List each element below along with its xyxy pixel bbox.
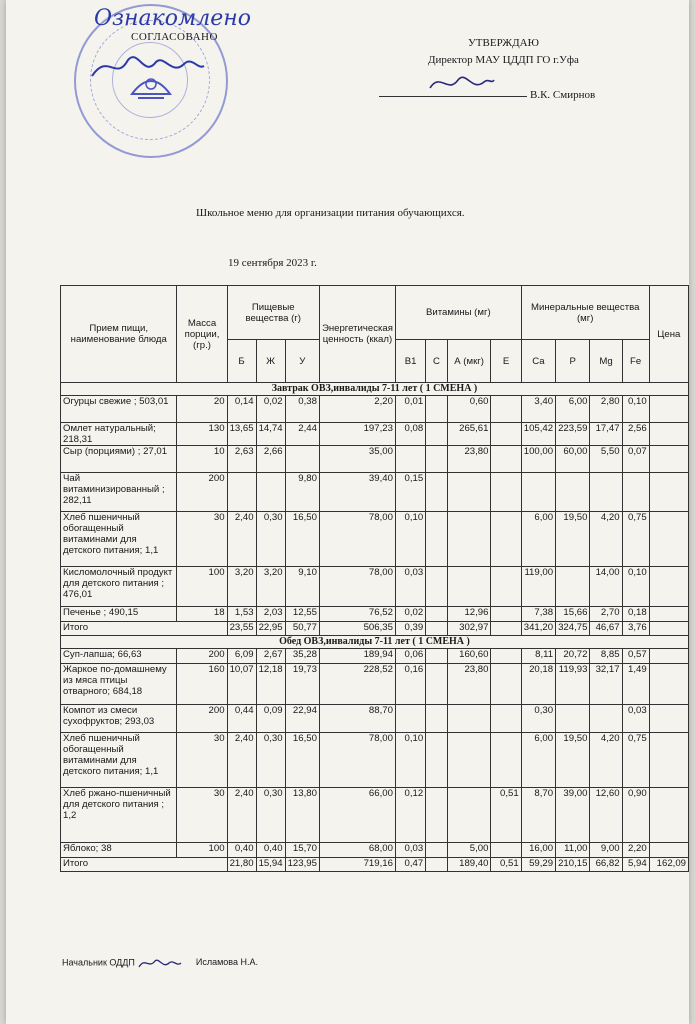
total-value: 210,15 xyxy=(556,858,590,872)
price-cell xyxy=(649,473,688,512)
table-row xyxy=(61,567,689,607)
col-header-a: А (мкг) xyxy=(447,340,491,383)
dish-mass: 160 xyxy=(177,664,227,705)
col-header-zh: Ж xyxy=(256,340,285,383)
value-cell: 0,75 xyxy=(622,733,649,788)
value-cell: 68,00 xyxy=(319,843,395,858)
dish-mass: 100 xyxy=(177,843,227,858)
value-cell: 0,02 xyxy=(395,607,425,622)
value-cell xyxy=(491,446,521,473)
col-header-b: Б xyxy=(227,340,256,383)
col-header-price: Цена xyxy=(649,286,688,383)
value-cell: 14,00 xyxy=(590,567,622,607)
value-cell: 60,00 xyxy=(556,446,590,473)
price-cell xyxy=(649,705,688,733)
table-row xyxy=(61,788,689,843)
value-cell xyxy=(426,705,448,733)
price-cell xyxy=(649,664,688,705)
value-cell: 0,57 xyxy=(622,649,649,664)
dish-name: Суп-лапша; 66,63 xyxy=(61,649,177,664)
price-cell xyxy=(649,607,688,622)
total-value: 341,20 xyxy=(521,622,555,636)
price-cell xyxy=(649,788,688,843)
dish-name: Хлеб пшеничный обогащенный витаминами для детского питания; 1,1 xyxy=(61,512,177,567)
total-value: 302,97 xyxy=(447,622,491,636)
director-name: В.К. Смирнов xyxy=(530,89,596,101)
table-row xyxy=(61,843,689,858)
table-row xyxy=(61,473,689,512)
value-cell: 0,38 xyxy=(285,396,319,423)
value-cell: 0,10 xyxy=(395,733,425,788)
value-cell xyxy=(491,423,521,446)
value-cell: 2,67 xyxy=(256,649,285,664)
price-cell xyxy=(649,446,688,473)
value-cell xyxy=(556,567,590,607)
value-cell xyxy=(491,396,521,423)
value-cell xyxy=(426,607,448,622)
total-value: 22,95 xyxy=(256,622,285,636)
value-cell xyxy=(491,567,521,607)
section-row xyxy=(61,383,689,396)
total-value: 506,35 xyxy=(319,622,395,636)
value-cell: 2,66 xyxy=(256,446,285,473)
value-cell: 78,00 xyxy=(319,733,395,788)
value-cell: 0,01 xyxy=(395,396,425,423)
value-cell: 3,20 xyxy=(227,567,256,607)
value-cell: 0,30 xyxy=(256,733,285,788)
total-price xyxy=(649,622,688,636)
dish-name: Хлеб ржано-пшеничный для детского питания ; 1,2 xyxy=(61,788,177,843)
value-cell: 3,20 xyxy=(256,567,285,607)
value-cell xyxy=(426,843,448,858)
table-row xyxy=(61,607,689,622)
value-cell: 19,50 xyxy=(556,733,590,788)
value-cell: 2,80 xyxy=(590,396,622,423)
price-cell xyxy=(649,396,688,423)
total-value: 59,29 xyxy=(521,858,555,872)
value-cell: 2,40 xyxy=(227,788,256,843)
col-header-b1: B1 xyxy=(395,340,425,383)
value-cell: 0,09 xyxy=(256,705,285,733)
value-cell: 0,06 xyxy=(395,649,425,664)
value-cell: 19,73 xyxy=(285,664,319,705)
value-cell: 0,10 xyxy=(622,567,649,607)
total-value xyxy=(426,858,448,872)
director-signature xyxy=(426,68,496,98)
col-header-u: У xyxy=(285,340,319,383)
approved-label: УТВЕРЖДАЮ xyxy=(468,37,539,49)
section-row xyxy=(61,636,689,649)
value-cell xyxy=(590,705,622,733)
value-cell: 35,28 xyxy=(285,649,319,664)
value-cell: 88,70 xyxy=(319,705,395,733)
value-cell: 14,74 xyxy=(256,423,285,446)
col-header-e: E xyxy=(491,340,521,383)
value-cell: 0,51 xyxy=(491,788,521,843)
value-cell: 2,03 xyxy=(256,607,285,622)
value-cell xyxy=(395,446,425,473)
value-cell: 35,00 xyxy=(319,446,395,473)
value-cell: 119,93 xyxy=(556,664,590,705)
total-value: 21,80 xyxy=(227,858,256,872)
value-cell: 223,59 xyxy=(556,423,590,446)
table-row xyxy=(61,705,689,733)
value-cell: 2,70 xyxy=(590,607,622,622)
value-cell: 1,53 xyxy=(227,607,256,622)
value-cell: 15,70 xyxy=(285,843,319,858)
value-cell: 6,00 xyxy=(521,512,555,567)
price-cell xyxy=(649,567,688,607)
value-cell: 0,03 xyxy=(395,567,425,607)
value-cell: 5,00 xyxy=(447,843,491,858)
value-cell: 78,00 xyxy=(319,512,395,567)
value-cell: 3,40 xyxy=(521,396,555,423)
table-row xyxy=(61,423,689,446)
dish-name: Компот из смеси сухофруктов; 293,03 xyxy=(61,705,177,733)
agreed-signature xyxy=(88,46,208,86)
dish-mass: 100 xyxy=(177,567,227,607)
value-cell xyxy=(426,664,448,705)
value-cell: 19,50 xyxy=(556,512,590,567)
value-cell: 7,38 xyxy=(521,607,555,622)
value-cell: 0,44 xyxy=(227,705,256,733)
value-cell: 8,11 xyxy=(521,649,555,664)
value-cell: 0,02 xyxy=(256,396,285,423)
value-cell: 9,80 xyxy=(285,473,319,512)
value-cell xyxy=(491,705,521,733)
value-cell xyxy=(447,567,491,607)
value-cell: 12,18 xyxy=(256,664,285,705)
dish-name: Чай витаминизированный ; 282,11 xyxy=(61,473,177,512)
value-cell: 105,42 xyxy=(521,423,555,446)
col-header-energy: Энергетическая ценность (ккал) xyxy=(319,286,395,383)
value-cell: 0,15 xyxy=(395,473,425,512)
value-cell: 4,20 xyxy=(590,512,622,567)
value-cell xyxy=(426,649,448,664)
value-cell: 0,08 xyxy=(395,423,425,446)
value-cell xyxy=(447,788,491,843)
value-cell xyxy=(426,788,448,843)
footer-signature xyxy=(137,955,183,971)
dish-mass: 200 xyxy=(177,705,227,733)
table-row xyxy=(61,664,689,705)
value-cell: 6,09 xyxy=(227,649,256,664)
value-cell: 2,40 xyxy=(227,512,256,567)
price-cell xyxy=(649,843,688,858)
value-cell: 5,50 xyxy=(590,446,622,473)
value-cell: 160,60 xyxy=(447,649,491,664)
col-header-mg: Mg xyxy=(590,340,622,383)
total-price: 162,09 xyxy=(649,858,688,872)
value-cell: 197,23 xyxy=(319,423,395,446)
value-cell: 0,30 xyxy=(256,512,285,567)
menu-table xyxy=(60,285,689,872)
value-cell xyxy=(556,705,590,733)
document-title: Школьное меню для организации питания обучающихся. xyxy=(196,207,465,219)
col-header-mass: Масса порции, (гр.) xyxy=(177,286,227,383)
value-cell: 0,30 xyxy=(256,788,285,843)
value-cell xyxy=(426,733,448,788)
value-cell xyxy=(426,446,448,473)
dish-mass: 18 xyxy=(177,607,227,622)
value-cell xyxy=(227,473,256,512)
value-cell: 0,07 xyxy=(622,446,649,473)
value-cell: 66,00 xyxy=(319,788,395,843)
value-cell: 8,85 xyxy=(590,649,622,664)
total-label: Итого xyxy=(61,858,228,872)
value-cell: 6,00 xyxy=(556,396,590,423)
col-header-vitamins: Витамины (мг) xyxy=(395,286,521,340)
value-cell: 0,14 xyxy=(227,396,256,423)
footer-name: Исламова Н.А. xyxy=(195,957,258,968)
value-cell: 12,96 xyxy=(447,607,491,622)
value-cell: 2,40 xyxy=(227,733,256,788)
total-value: 5,94 xyxy=(622,858,649,872)
value-cell: 2,20 xyxy=(319,396,395,423)
total-value: 719,16 xyxy=(319,858,395,872)
value-cell xyxy=(491,473,521,512)
value-cell: 20,18 xyxy=(521,664,555,705)
value-cell xyxy=(395,705,425,733)
dish-mass: 200 xyxy=(177,473,227,512)
dish-name: Жаркое по-домашнему из мяса птицы отварного; 684,18 xyxy=(61,664,177,705)
total-value xyxy=(491,622,521,636)
document-date: 19 сентября 2023 г. xyxy=(228,257,317,269)
col-header-minerals: Минеральные вещества (мг) xyxy=(521,286,649,340)
dish-name: Кисломолочный продукт для детского питания ; 476,01 xyxy=(61,567,177,607)
dish-name: Огурцы свежие ; 503,01 xyxy=(61,396,177,423)
section-title: Завтрак ОВЗ,инвалиды 7-11 лет ( 1 СМЕНА ) xyxy=(61,383,689,396)
value-cell: 2,63 xyxy=(227,446,256,473)
value-cell: 0,90 xyxy=(622,788,649,843)
value-cell: 13,80 xyxy=(285,788,319,843)
value-cell: 0,10 xyxy=(395,512,425,567)
total-value: 23,55 xyxy=(227,622,256,636)
value-cell xyxy=(491,843,521,858)
value-cell xyxy=(426,396,448,423)
value-cell xyxy=(447,733,491,788)
total-label: Итого xyxy=(61,622,228,636)
value-cell: 12,60 xyxy=(590,788,622,843)
total-value: 0,51 xyxy=(491,858,521,872)
total-value: 0,39 xyxy=(395,622,425,636)
dish-mass: 30 xyxy=(177,788,227,843)
value-cell: 0,03 xyxy=(395,843,425,858)
value-cell xyxy=(426,473,448,512)
table-row xyxy=(61,733,689,788)
value-cell: 76,52 xyxy=(319,607,395,622)
value-cell xyxy=(491,733,521,788)
dish-name: Хлеб пшеничный обогащенный витаминами для детского питания; 1,1 xyxy=(61,733,177,788)
value-cell: 39,40 xyxy=(319,473,395,512)
value-cell: 10,07 xyxy=(227,664,256,705)
dish-name: Яблоко; 38 xyxy=(61,843,177,858)
value-cell: 2,44 xyxy=(285,423,319,446)
dish-mass: 20 xyxy=(177,396,227,423)
dish-name: Сыр (порциями) ; 27,01 xyxy=(61,446,177,473)
value-cell xyxy=(491,512,521,567)
value-cell: 100,00 xyxy=(521,446,555,473)
document-sheet xyxy=(6,0,689,1024)
value-cell xyxy=(491,649,521,664)
value-cell: 4,20 xyxy=(590,733,622,788)
value-cell: 1,49 xyxy=(622,664,649,705)
value-cell: 0,40 xyxy=(227,843,256,858)
col-header-ca: Ca xyxy=(521,340,555,383)
dish-mass: 30 xyxy=(177,512,227,567)
total-value: 324,75 xyxy=(556,622,590,636)
dish-mass: 10 xyxy=(177,446,227,473)
value-cell: 12,55 xyxy=(285,607,319,622)
value-cell xyxy=(256,473,285,512)
value-cell: 11,00 xyxy=(556,843,590,858)
value-cell: 78,00 xyxy=(319,567,395,607)
value-cell xyxy=(590,473,622,512)
value-cell: 8,70 xyxy=(521,788,555,843)
value-cell xyxy=(447,705,491,733)
value-cell xyxy=(491,607,521,622)
value-cell xyxy=(521,473,555,512)
total-value: 3,76 xyxy=(622,622,649,636)
value-cell: 16,50 xyxy=(285,733,319,788)
col-header-fe: Fe xyxy=(622,340,649,383)
value-cell: 0,40 xyxy=(256,843,285,858)
col-header-meal: Прием пищи, наименование блюда xyxy=(61,286,177,383)
value-cell: 0,12 xyxy=(395,788,425,843)
value-cell: 119,00 xyxy=(521,567,555,607)
section-title: Обед ОВЗ,инвалиды 7-11 лет ( 1 СМЕНА ) xyxy=(61,636,689,649)
footer xyxy=(62,955,258,971)
value-cell: 23,80 xyxy=(447,446,491,473)
value-cell xyxy=(426,512,448,567)
col-header-p: P xyxy=(556,340,590,383)
value-cell: 9,10 xyxy=(285,567,319,607)
total-value: 50,77 xyxy=(285,622,319,636)
value-cell: 16,50 xyxy=(285,512,319,567)
value-cell: 2,20 xyxy=(622,843,649,858)
value-cell: 265,61 xyxy=(447,423,491,446)
table-row xyxy=(61,446,689,473)
value-cell: 13,65 xyxy=(227,423,256,446)
dish-name: Печенье ; 490,15 xyxy=(61,607,177,622)
value-cell: 228,52 xyxy=(319,664,395,705)
value-cell: 0,10 xyxy=(622,396,649,423)
value-cell xyxy=(426,567,448,607)
total-value: 123,95 xyxy=(285,858,319,872)
col-header-nutrients: Пищевые вещества (г) xyxy=(227,286,319,340)
price-cell xyxy=(649,733,688,788)
value-cell: 15,66 xyxy=(556,607,590,622)
value-cell: 20,72 xyxy=(556,649,590,664)
price-cell xyxy=(649,512,688,567)
value-cell: 17,47 xyxy=(590,423,622,446)
value-cell xyxy=(426,423,448,446)
price-cell xyxy=(649,649,688,664)
table-row xyxy=(61,396,689,423)
value-cell xyxy=(491,664,521,705)
value-cell xyxy=(447,512,491,567)
total-value: 66,82 xyxy=(590,858,622,872)
agreed-label: СОГЛАСОВАНО xyxy=(131,31,218,43)
value-cell: 9,00 xyxy=(590,843,622,858)
value-cell: 0,75 xyxy=(622,512,649,567)
total-value: 46,67 xyxy=(590,622,622,636)
footer-role: Начальник ОДДП xyxy=(62,957,135,968)
table-row xyxy=(61,649,689,664)
total-value: 0,47 xyxy=(395,858,425,872)
table-row xyxy=(61,512,689,567)
value-cell: 0,16 xyxy=(395,664,425,705)
dish-mass: 30 xyxy=(177,733,227,788)
value-cell: 16,00 xyxy=(521,843,555,858)
value-cell xyxy=(622,473,649,512)
dish-mass: 200 xyxy=(177,649,227,664)
dish-mass: 130 xyxy=(177,423,227,446)
value-cell: 189,94 xyxy=(319,649,395,664)
value-cell: 23,80 xyxy=(447,664,491,705)
value-cell: 0,18 xyxy=(622,607,649,622)
value-cell xyxy=(556,473,590,512)
total-value: 15,94 xyxy=(256,858,285,872)
director-title: Директор МАУ ЦДДП ГО г.Уфа xyxy=(428,54,579,66)
value-cell: 2,56 xyxy=(622,423,649,446)
value-cell xyxy=(447,473,491,512)
value-cell: 32,17 xyxy=(590,664,622,705)
handwritten-agreement: Ознакомлено xyxy=(94,6,252,31)
value-cell: 0,30 xyxy=(521,705,555,733)
value-cell: 22,94 xyxy=(285,705,319,733)
dish-name: Омлет натуральный; 218,31 xyxy=(61,423,177,446)
value-cell: 0,03 xyxy=(622,705,649,733)
total-value: 189,40 xyxy=(447,858,491,872)
value-cell: 39,00 xyxy=(556,788,590,843)
value-cell xyxy=(285,446,319,473)
value-cell: 0,60 xyxy=(447,396,491,423)
col-header-c: C xyxy=(426,340,448,383)
total-row xyxy=(61,622,689,636)
price-cell xyxy=(649,423,688,446)
total-row xyxy=(61,858,689,872)
total-value xyxy=(426,622,448,636)
value-cell: 6,00 xyxy=(521,733,555,788)
